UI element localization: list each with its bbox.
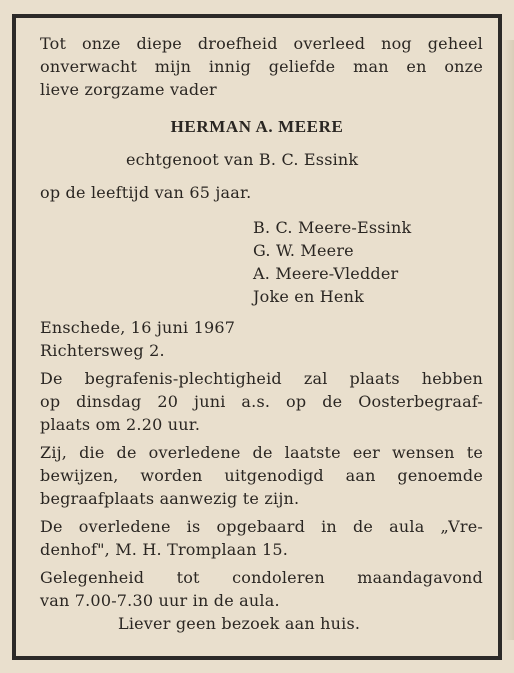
laid-out-line-2: denhof", M. H. Tromplaan 15. — [40, 540, 289, 559]
funeral-line-2: op dinsdag 20 juni a.s. op de Oosterbegraaf- — [40, 392, 483, 411]
signatory-4: Joke en Henk — [253, 287, 364, 306]
intro-line-1: Tot onze diepe droefheid overleed nog geheel — [40, 34, 483, 53]
funeral-line-3: plaats om 2.20 uur. — [40, 415, 201, 434]
closing-line: Liever geen bezoek aan huis. — [118, 614, 361, 633]
condolence-line-2: van 7.00-7.30 uur in de aula. — [40, 591, 280, 610]
place-date: Enschede, 16 juni 1967 — [40, 318, 236, 337]
signatory-2: G. W. Meere — [253, 241, 354, 260]
spouse-line: echtgenoot van B. C. Essink — [126, 150, 359, 169]
invitation-line-2: bewijzen, worden uitgenodigd aan genoemde — [40, 466, 483, 485]
signatory-1: B. C. Meere-Essink — [253, 218, 412, 237]
age-line: op de leeftijd van 65 jaar. — [40, 183, 252, 202]
adjacent-page-edge — [502, 40, 514, 640]
signatory-3: A. Meere-Vledder — [253, 264, 399, 283]
invitation-line-1: Zij, die de overledene de laatste eer wensen te — [40, 443, 483, 462]
intro-line-3: lieve zorgzame vader — [40, 80, 217, 99]
laid-out-line-1: De overledene is opgebaard in de aula „Vre- — [40, 517, 483, 536]
condolence-line-1: Gelegenheid tot condoleren maandagavond — [40, 568, 483, 587]
deceased-name: HERMAN A. MEERE — [170, 117, 344, 136]
invitation-line-3: begraafplaats aanwezig te zijn. — [40, 489, 300, 508]
address: Richtersweg 2. — [40, 341, 165, 360]
intro-line-2: onverwacht mijn innig geliefde man en onze — [40, 57, 483, 76]
funeral-line-1: De begrafenis-plechtigheid zal plaats hebben — [40, 369, 483, 388]
